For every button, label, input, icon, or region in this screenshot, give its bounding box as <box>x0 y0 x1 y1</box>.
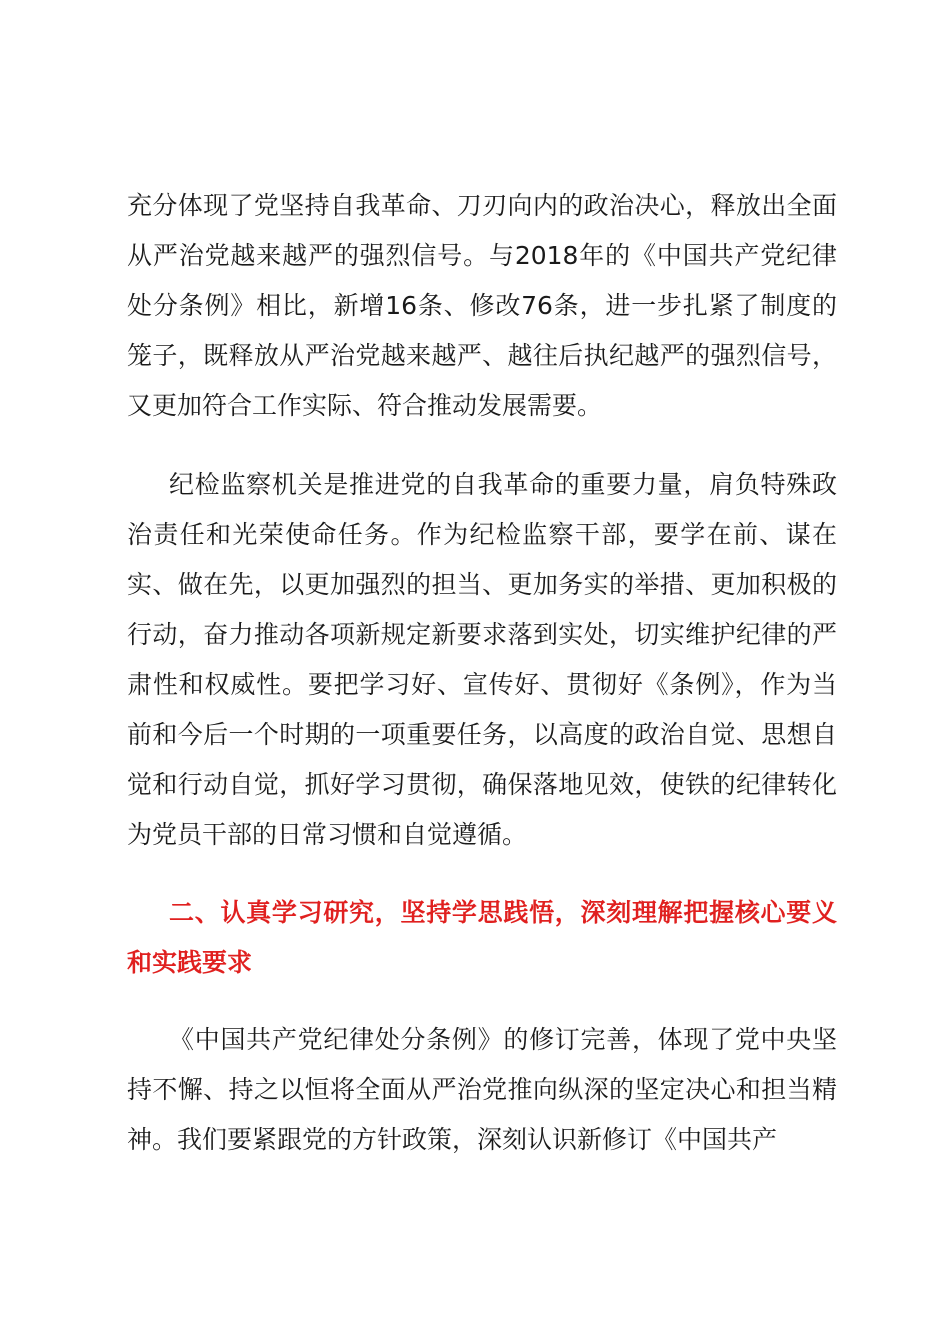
paragraph-1: 充分体现了党坚持自我革命、刀刃向内的政治决心，释放出全面从严治党越来越严的强烈信号。与2018年的《中国共产党纪律处分条例》相比，新增16条、修改76条，进一步扎紧了制度的笼子，既释放从严治党越来越严、越往后执纪越严的强烈信号，又更加符合工作实际、符合推动发展需要。 <box>127 191 837 420</box>
paragraph-3: 《中国共产党纪律处分条例》的修订完善，体现了党中央坚持不懈、持之以恒将全面从严治党推向纵深的坚定决心和担当精神。我们要紧跟党的方针政策，深刻认识新修订《中国共产 <box>127 1025 837 1154</box>
paragraph-2: 纪检监察机关是推进党的自我革命的重要力量，肩负特殊政治责任和光荣使命任务。作为纪检监察干部，要学在前、谋在实、做在先，以更加强烈的担当、更加务实的举措、更加积极的行动，奋力推动各项新规定新要求落到实处，切实维护纪律的严肃性和权威性。要把学习好、宣传好、贯彻好《条例》，作为当前和今后一个时期的一项重要任务，以高度的政治自觉、思想自觉和行动自觉，抓好学习贯彻，确保落地见效，使铁的纪律转化为党员干部的日常习惯和自觉遵循。 <box>127 470 837 849</box>
section-heading: 二、认真学习研究，坚持学思践悟，深刻理解把握核心要义和实践要求 <box>127 898 837 977</box>
